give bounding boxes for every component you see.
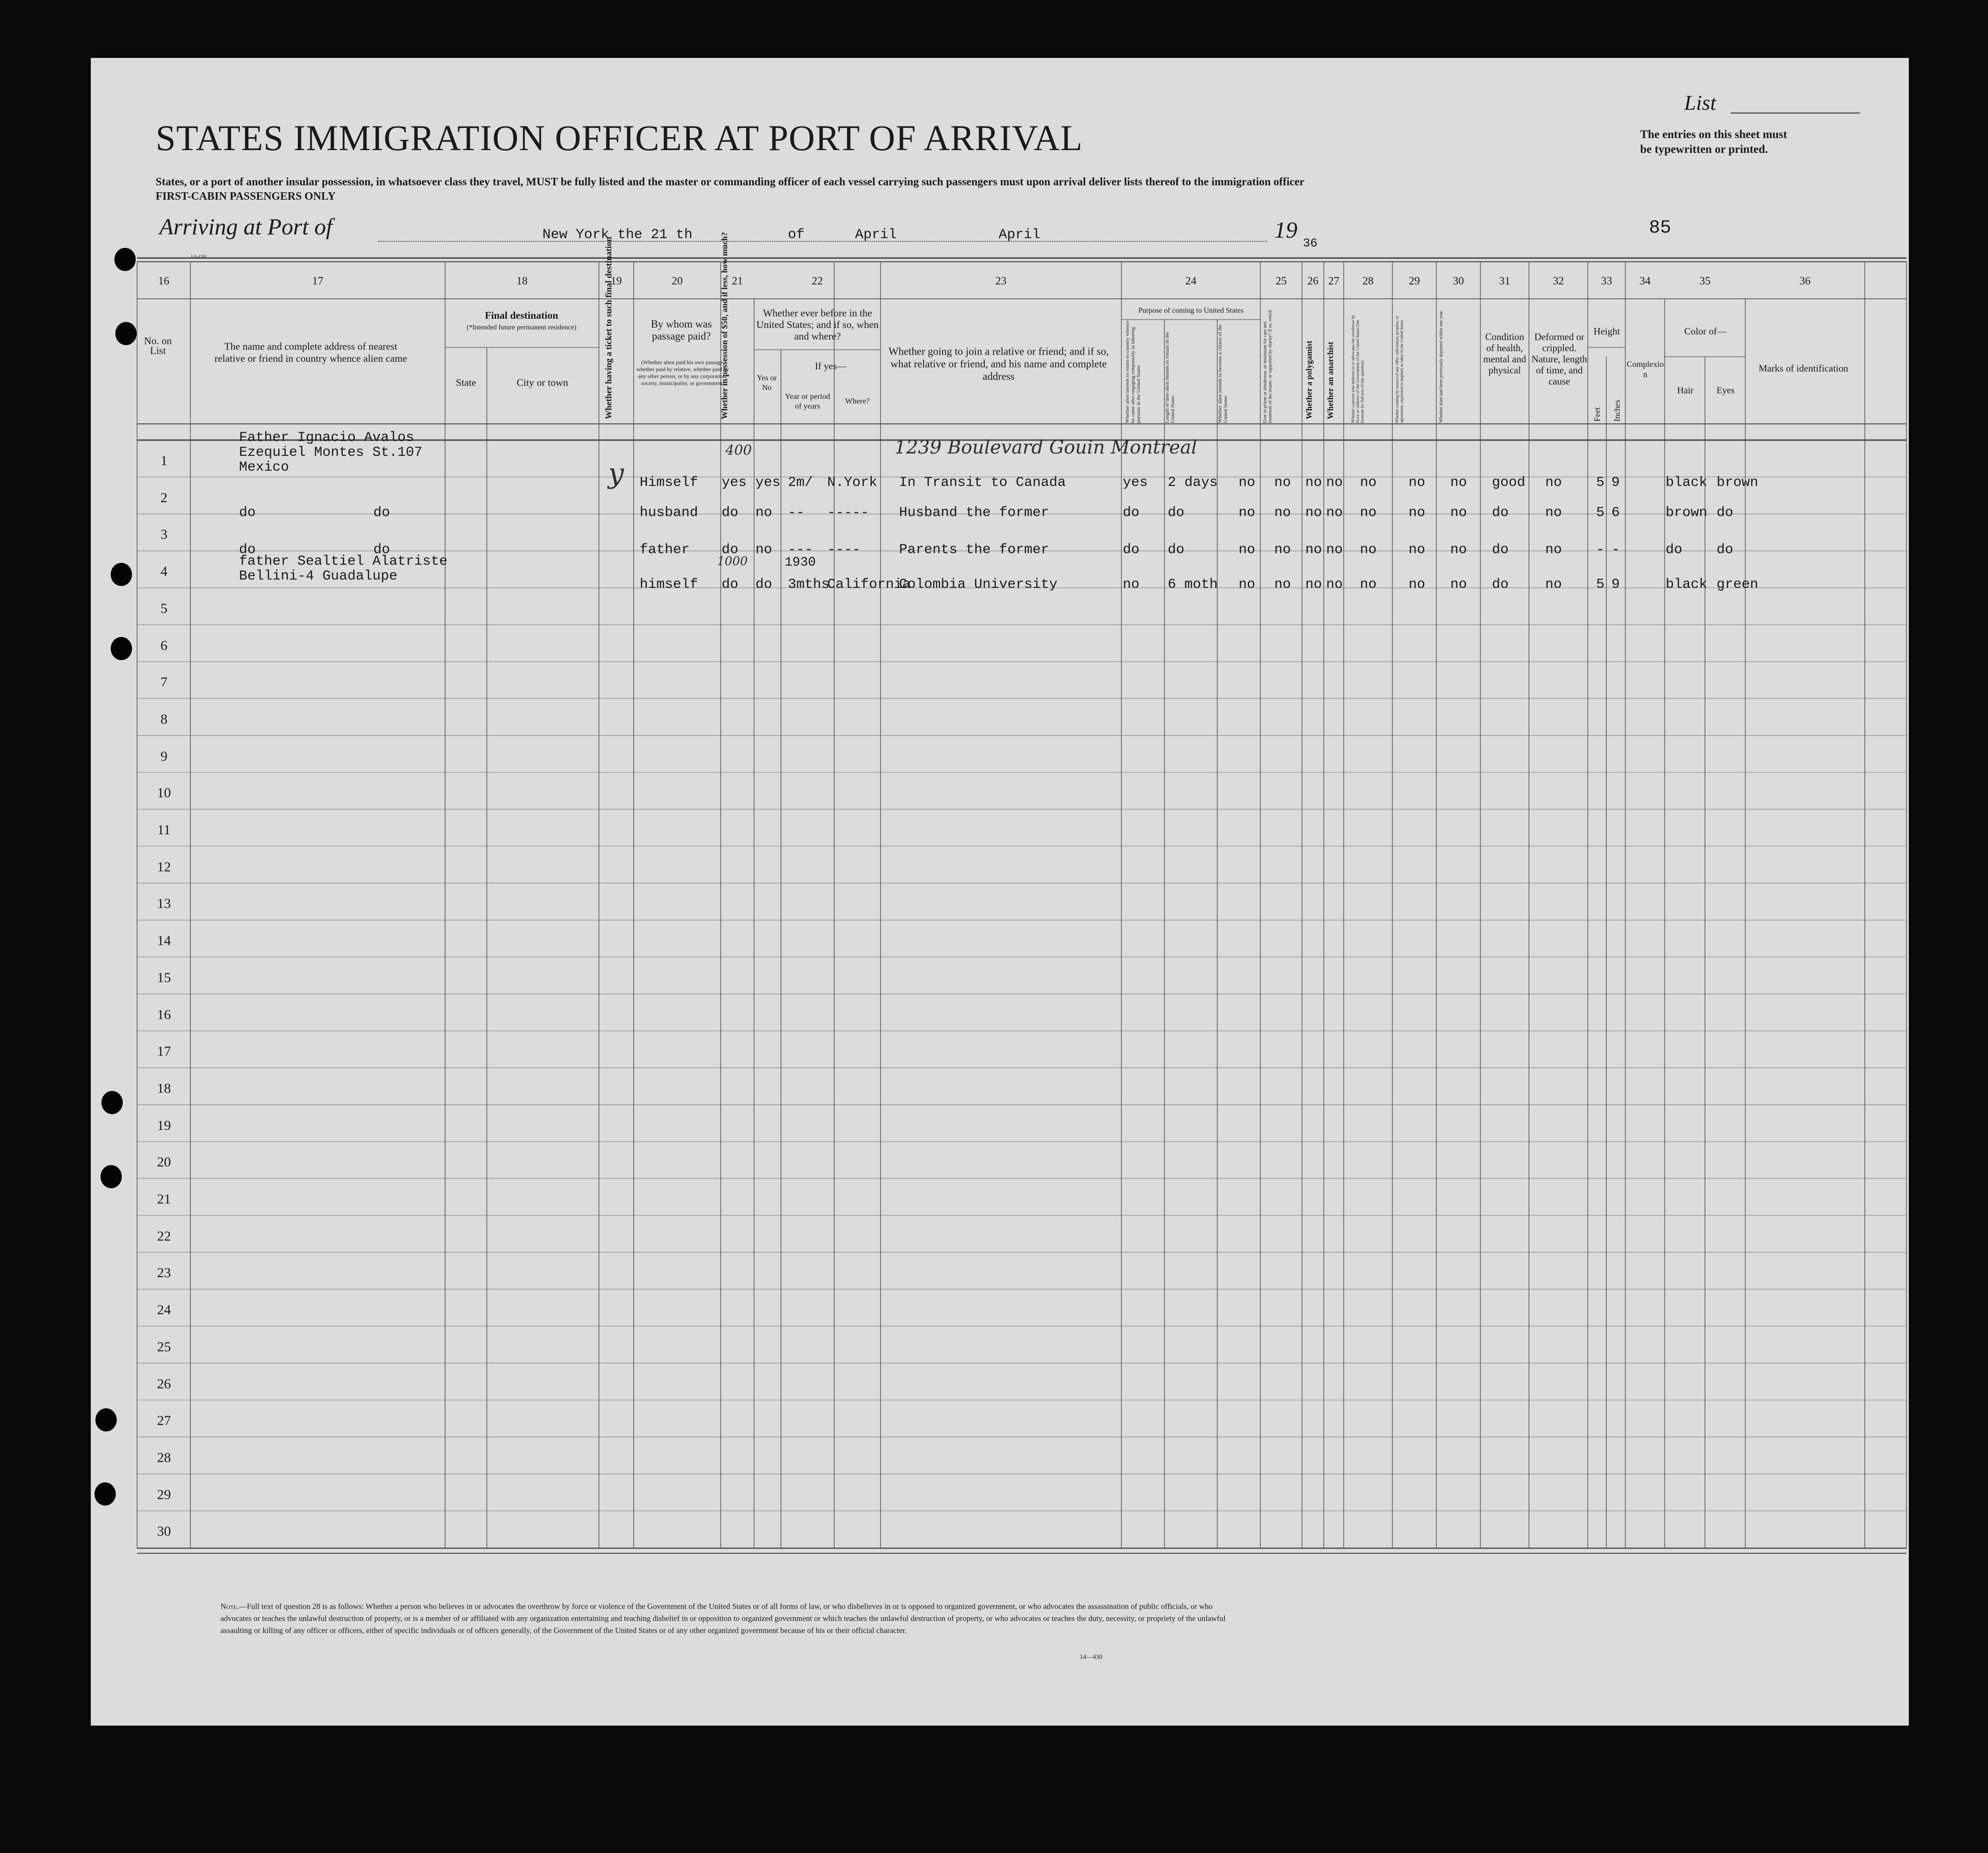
col21-heading: Whether in possession of $50, and if less, how much? [720,232,729,419]
footnote [220,1601,1239,1637]
arriving-label: Arriving at Port of [159,214,333,240]
r3-length: do [1168,542,1185,558]
r4-length: 6 moth [1168,577,1218,592]
column-number: 27 [1328,275,1340,287]
column-number: 18 [516,275,528,287]
month-value: April [999,227,1041,243]
r3-name_b: do [373,542,390,558]
r2-poly: no [1305,505,1322,521]
row-number: 11 [157,822,171,838]
r4-feet: 5 [1596,577,1605,592]
r4-deformed: no [1545,577,1562,592]
col22-period: Year or period of years [785,392,830,410]
r2-period: -- [788,505,805,521]
row-number: 21 [157,1191,171,1207]
column-number: 20 [672,275,683,287]
r1-money-note: 400 [725,442,752,459]
r4-name-line1: father Sealtiel Alatriste [239,554,448,569]
r2-paid: husband [640,505,698,521]
r3-join: Parents the former [899,542,1050,558]
r4-eyes: green [1717,577,1759,592]
column-number: 16 [158,275,170,287]
r1-join: In Transit to Canada [899,475,1066,491]
year-prefix: 19 [1274,217,1297,243]
r2-eyes: do [1717,505,1734,521]
r1-eyes: brown [1717,475,1759,491]
r1-feet: 5 [1596,475,1605,491]
r3-poly: no [1305,542,1322,558]
of-label: of [788,227,805,243]
r2-money: do [722,505,739,521]
col26-heading: Whether a polygamist [1304,340,1314,419]
r1-money: yes [722,475,747,491]
r1-length: 2 days [1168,475,1218,491]
col33-feet: Feet [1592,407,1602,422]
row-number: 2 [160,490,168,505]
col29-heading: Whether coming by reason of any offer, solicitation, promise, or agreement, expressed or implied, to labor in the United States [1395,315,1404,423]
column-number: 17 [312,275,323,287]
col17-heading: The name and complete address of nearest relative or friend in country whence alien came [214,340,407,364]
column-number: 25 [1276,275,1287,287]
r4-q28: no [1360,577,1377,592]
r4-money: do [722,577,739,592]
r4-name-line2: Bellini-4 Guadalupe [239,568,398,584]
col27-heading: Whether an anarchist [1326,341,1335,419]
column-number: 22 [812,275,823,287]
r4-hair: black [1666,577,1708,592]
col19-heading: Whether having a ticket to such final destination [604,237,614,419]
row-number: 5 [160,600,168,616]
r3-q30: no [1450,542,1467,558]
row-number: 29 [157,1487,171,1502]
row-number: 26 [157,1376,171,1392]
r3-health: do [1492,542,1509,558]
col34-heading: Complexion [1627,359,1664,379]
row-number: 25 [157,1339,171,1355]
col35-heading: Color of— [1684,326,1727,337]
col28-heading: Whether a person who believes in or advocates the overthrow by force or violence of the Government of the United States (See footnote for full text of this question) [1351,315,1365,423]
col18-city: City or town [516,377,568,388]
r3-feet: - [1596,542,1605,558]
r4-before: do [755,577,773,592]
r1-paid: Himself [640,475,698,491]
column-number: 28 [1362,275,1374,287]
col25-heading: Ever in prison or almshouse, or institution for care and treatment of the insane, or supported by charity? If so, which [1263,310,1273,423]
r1-name-line2: Ezequiel Montes St.107 [239,445,423,460]
r2-anarch: no [1326,505,1343,521]
row-number: 9 [160,748,168,764]
r2-inches: 6 [1611,505,1620,521]
r1-anarch: no [1326,475,1343,491]
row-number: 17 [157,1044,171,1059]
r4-year: 1930 [785,555,816,570]
r1-name-line1: Father Ignacio Avalos [239,430,415,446]
col18-heading: Final destination [484,309,559,321]
r2-prison: no [1274,505,1291,521]
r1-prison: no [1274,475,1291,491]
r3-q29: no [1409,542,1426,558]
r4-health: do [1492,577,1509,592]
col36-heading: Marks of identification [1758,363,1849,374]
col30-heading: Whether alien had been previously deported within one year [1439,311,1444,423]
port-value: New York the 21 th [542,227,693,243]
row-number: 19 [157,1117,171,1133]
r2-length: do [1168,505,1185,521]
r3-hair: do [1666,542,1683,558]
manifest-grid [91,58,1909,1726]
r1-q28: no [1360,475,1377,491]
col24-citizen: Whether alien intends to become a citizen of the United States [1217,324,1228,423]
r1-where: N.York [827,475,878,491]
page-number: 85 [1649,218,1672,239]
row-number: 20 [157,1154,171,1170]
r1-health: good [1492,475,1526,491]
footer-code: 14—430 [1080,1654,1102,1661]
row-number: 30 [157,1524,171,1539]
r3-q28: no [1360,542,1377,558]
column-number: 19 [610,275,622,287]
col22-yes-no: Yes or No [756,373,777,392]
r2-q29: no [1409,505,1426,521]
r4-anarch: no [1326,577,1343,592]
row-number: 28 [157,1450,171,1465]
r3-citizen: no [1239,542,1256,558]
instruction-line-1: The entries on this sheet must [1640,128,1787,141]
month-label: April [855,227,897,243]
r1-citizen: no [1239,475,1256,491]
r1-ticket: y [608,457,624,490]
row-number: 22 [157,1228,171,1244]
r2-deformed: no [1545,505,1562,521]
r2-name_a: do [239,505,256,521]
r1-hair: black [1666,475,1708,491]
column-number: 21 [732,275,743,287]
column-number: 34 [1639,275,1651,287]
column-number: 32 [1553,275,1564,287]
column-number: 23 [995,275,1007,287]
row-number: 3 [160,527,168,542]
r2-feet: 5 [1596,505,1605,521]
col18-state: State [456,377,476,388]
col20-heading: By whom was passage paid? [651,318,712,342]
column-number: 33 [1601,275,1612,287]
r4-period: 3mths [788,577,830,592]
r3-name_a: do [239,542,256,558]
col20-note: (Whether alien paid his own passage, whether paid by relative, whether paid by any other person, or by any corporation, society, municipality, or government) [636,359,729,386]
r1-deformed: no [1545,475,1562,491]
row-number: 24 [157,1302,171,1318]
r4-inches: 9 [1611,577,1620,592]
r3-period: --- [788,542,813,558]
column-number: 36 [1799,275,1811,287]
r2-join: Husband the former [899,505,1050,521]
row-number: 13 [157,896,171,912]
col22-heading: Whether ever before in the United States; and if so, when and where? [756,307,879,342]
column-number: 31 [1499,275,1510,287]
column-number: 29 [1409,275,1420,287]
r2-return: do [1123,505,1140,521]
row-number: 14 [157,933,171,949]
page-title: STATES IMMIGRATION OFFICER AT PORT OF ARRIVAL [156,118,1083,158]
r4-q30: no [1450,577,1467,592]
column-number: 24 [1185,275,1196,287]
row-number: 16 [157,1007,171,1022]
r3-return: do [1123,542,1140,558]
col24-heading: Purpose of coming to United States [1138,307,1244,315]
r2-where: ----- [827,505,869,521]
col33-heading: Height [1593,326,1620,337]
r2-citizen: no [1239,505,1256,521]
col31-heading: Condition of health, mental and physical [1483,331,1526,376]
r1-handwritten-address: 1239 Boulevard Gouin Montreal [894,437,1197,458]
r2-hair: brown [1666,505,1708,521]
r2-before: no [755,505,773,521]
r1-period: 2m/ [788,475,813,491]
instruction-line-2: be typewritten or printed. [1640,143,1768,156]
r4-return: no [1123,577,1140,592]
r4-citizen: no [1239,577,1256,592]
row-number: 4 [160,564,168,580]
r3-deformed: no [1545,542,1562,558]
r4-poly: no [1305,577,1322,592]
footnote-label: Note. [220,1602,239,1611]
subtitle: States, or a port of another insular possession, in whatsoever class they travel, MUST be fully listed and the master or commanding officer of each vessel carrying such passengers must upon arrival deliver lists thereof to the immigration officer [156,176,1305,188]
r1-before: yes [755,475,781,491]
col22-where: Where? [845,397,870,405]
r3-paid: father [640,542,690,558]
col24-length: Length of time alien intends to remain in the United States [1164,332,1176,423]
row-number: 1 [160,453,168,468]
row-number: 6 [160,637,168,653]
row-number: 7 [160,674,168,690]
row-number: 15 [157,970,171,985]
col33-inches: Inches [1612,400,1622,422]
r3-anarch: no [1326,542,1343,558]
r1-q30: no [1450,475,1467,491]
col16-heading: No. on List [144,335,172,356]
col35-hair: Hair [1677,385,1694,396]
r1-q29: no [1409,475,1426,491]
col24-return: Whether alien intends to return to country whence he came after engaging temporarily in laboring pursuits in the United States [1125,321,1141,423]
year-suffix: 36 [1303,236,1318,250]
row-number: 23 [157,1265,171,1281]
r4-join: Colombia University [899,577,1058,592]
r3-money: do [722,542,739,558]
column-number: 30 [1453,275,1464,287]
row-number: 8 [160,711,168,727]
row-number: 27 [157,1413,171,1429]
row-number: 18 [157,1080,171,1096]
r4-where: California [827,577,911,592]
r4-paid: himself [640,577,698,592]
r4-money-note: 1000 [717,555,748,568]
row-number: 12 [157,859,171,875]
col35-eyes: Eyes [1717,385,1735,396]
footnote-text: —Full text of question 28 is as follows: Whether a person who believes in or advocates the overthrow by force or violence of the Government of the United States or of all forms of law, or who disbelieves in or is opposed to organized government, or who advocates the assassination of public officials, or who advocates or teaches the unlawful destruction of property, or is a member of or affiliated with any organization entertaining and teaching disbelief in or opposition to organized government or which teaches the unlawful destruction of property, or who advocates or teaches the duty, necessity, or propriety of the unlawful assaulting or killing of any officer or officers, either of specific individuals or of officers generally, of the Government of the United States or of any other organized government because of his or their official character. [220,1602,1226,1635]
r3-where: ---- [827,542,861,558]
col18-note: (*Intended future permanent residence) [466,324,577,331]
col22-if-yes: If yes— [815,360,847,372]
list-label: List [1684,91,1717,114]
col32-heading: Deformed or crippled. Nature, length of time, and cause [1531,331,1587,387]
r3-before: no [755,542,773,558]
form-code: 14-430 [190,253,206,260]
column-number: 35 [1699,275,1711,287]
r1-inches: 9 [1611,475,1620,491]
manifest-sheet [91,58,1909,1726]
r4-q29: no [1409,577,1426,592]
r3-prison: no [1274,542,1291,558]
r1-name-line3: Mexico [239,460,289,475]
r1-return: yes [1123,475,1148,491]
class-line: FIRST-CABIN PASSENGERS ONLY [156,190,336,202]
r2-name_b: do [373,505,390,521]
r2-health: do [1492,505,1509,521]
col23-heading: Whether going to join a relative or friend; and if so, what relative or friend, and his name and complete address [888,346,1109,382]
r3-inches: - [1611,542,1620,558]
r3-eyes: do [1717,542,1734,558]
r4-prison: no [1274,577,1291,592]
column-number: 26 [1307,275,1319,287]
r2-q30: no [1450,505,1467,521]
r1-poly: no [1305,475,1322,491]
r2-q28: no [1360,505,1377,521]
row-number: 10 [157,785,171,801]
